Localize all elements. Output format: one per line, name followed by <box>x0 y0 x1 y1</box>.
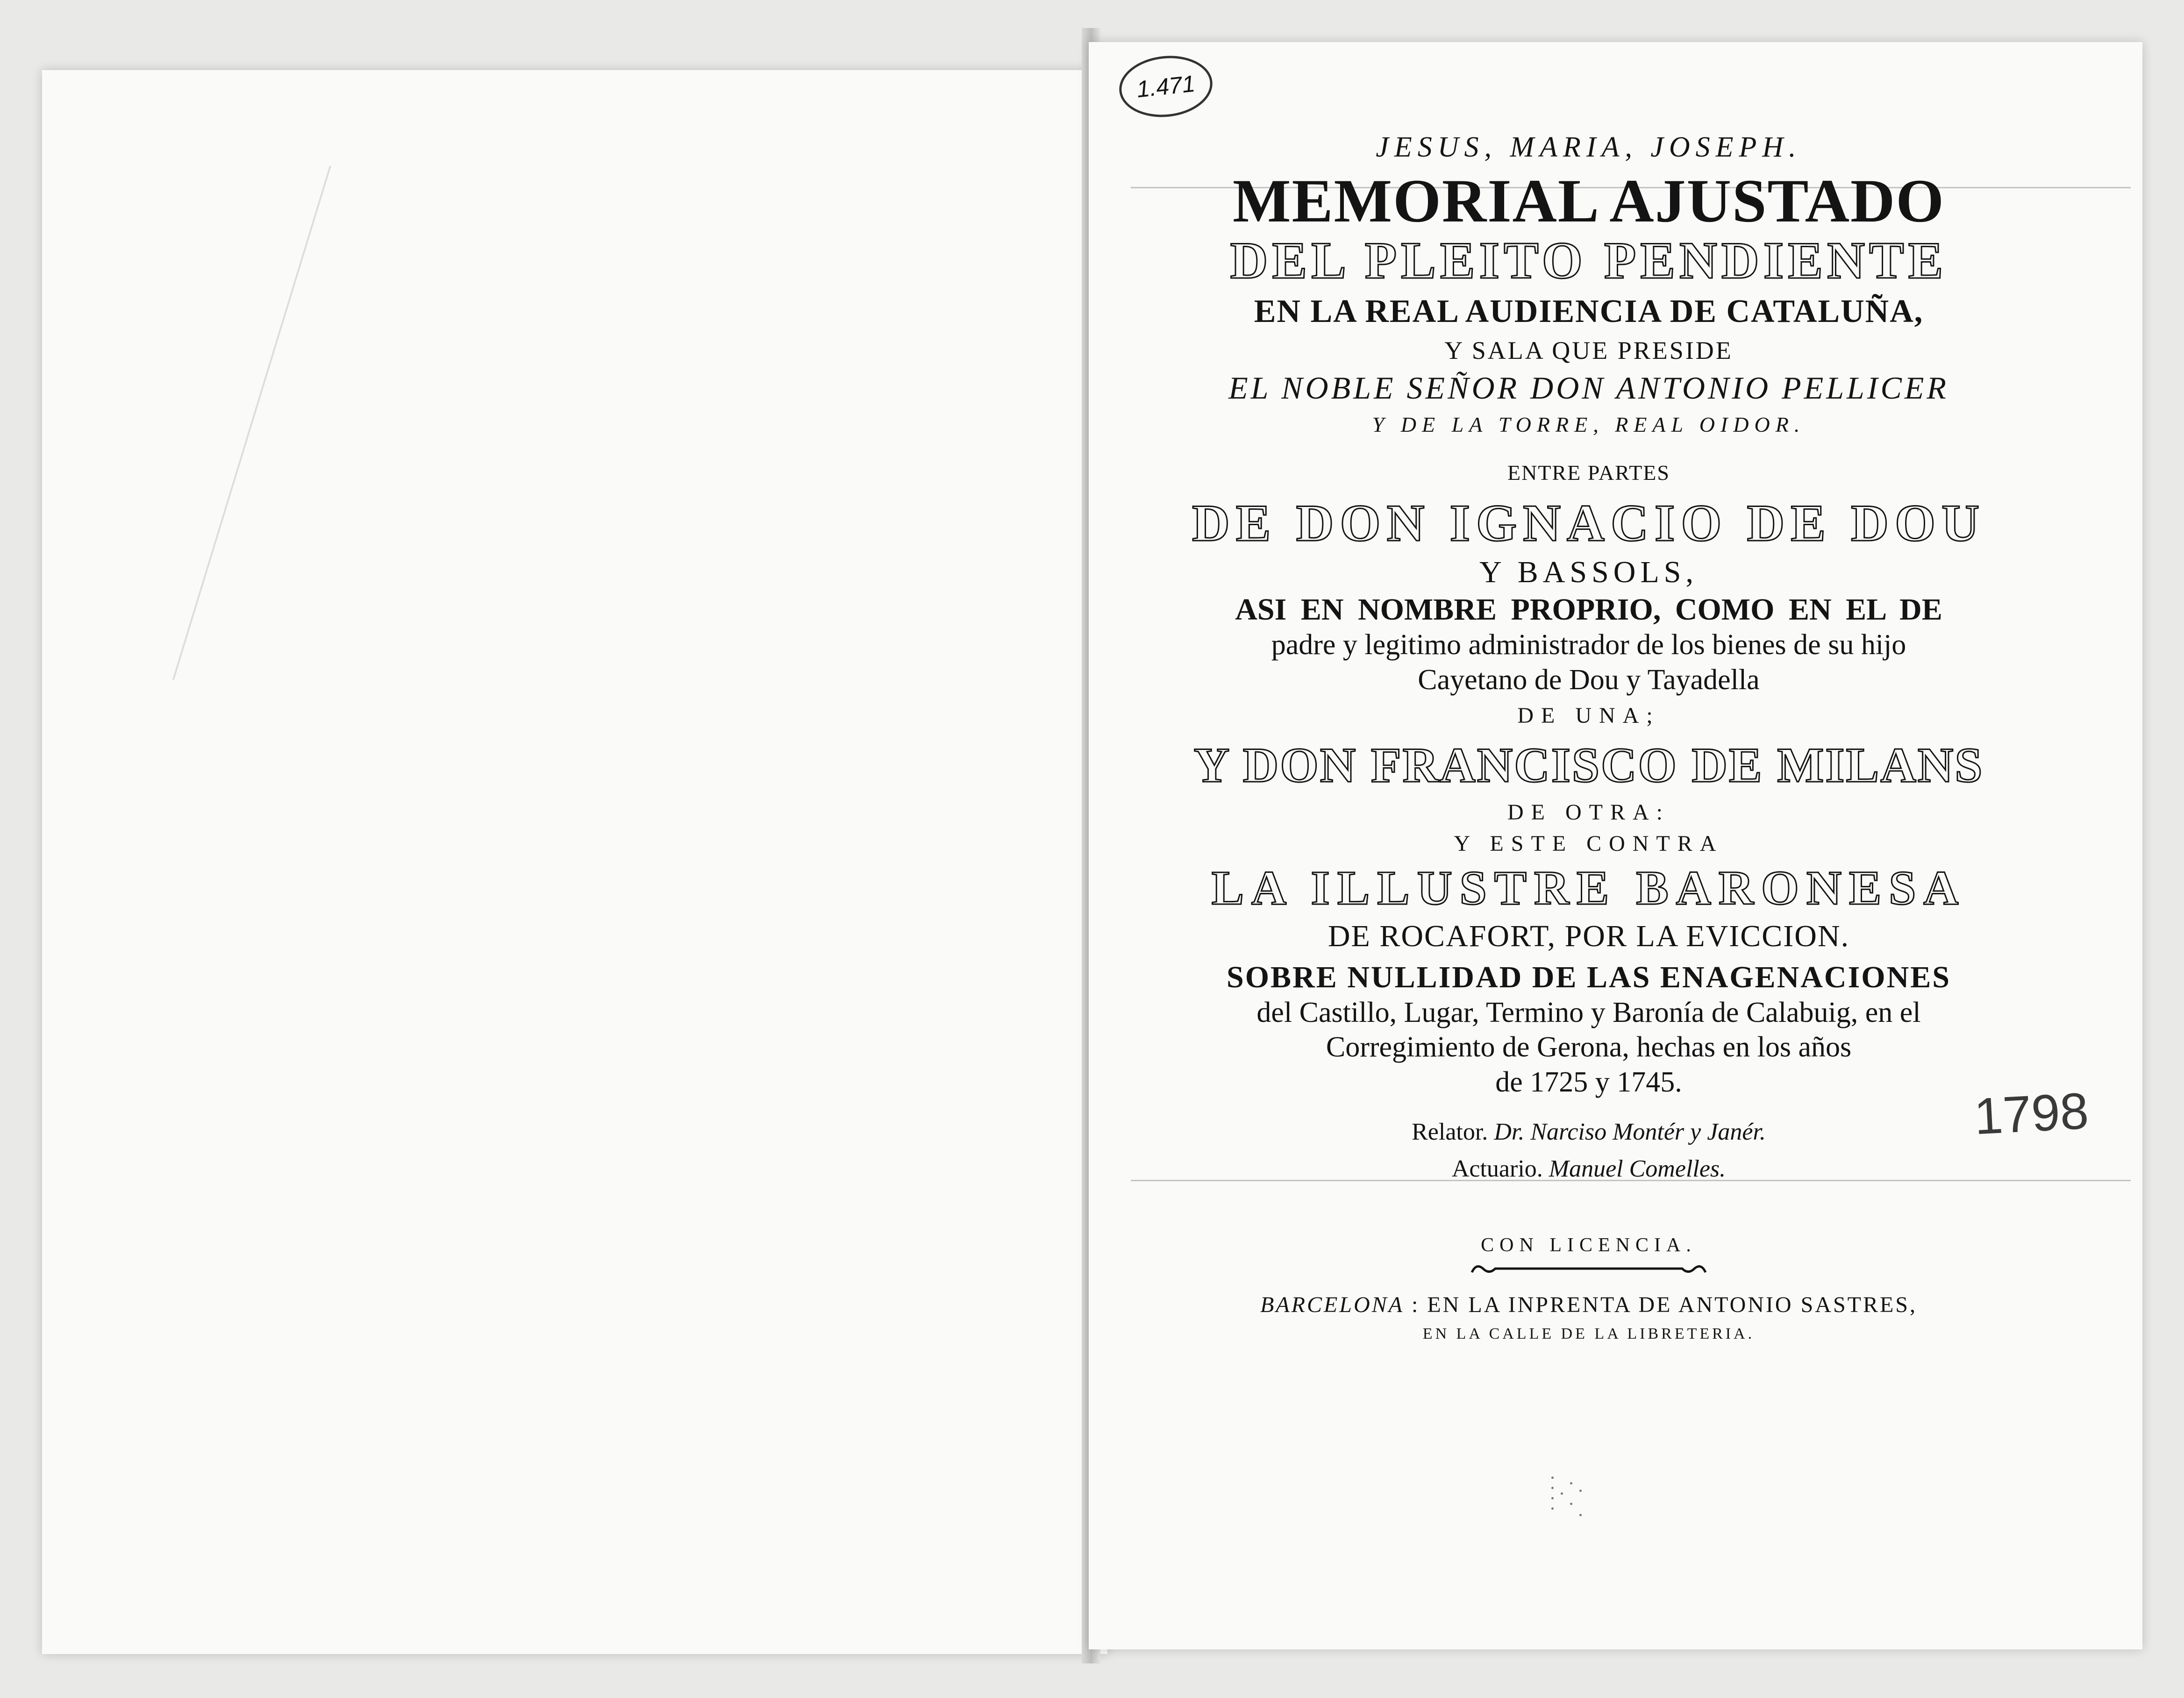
title-page-text <box>1187 131 1991 1343</box>
actuario-label: Actuario. <box>1451 1156 1543 1183</box>
ornament-rule-icon <box>1467 1258 1710 1280</box>
actuario-name: Manuel Comelles. <box>1549 1156 1726 1183</box>
de-una-line: DE UNA; <box>1517 703 1660 728</box>
ink-specks <box>1551 1477 1589 1523</box>
sala-line: Y SALA QUE PRESIDE <box>1444 336 1733 365</box>
imprint-printer: : EN LA INPRENTA DE ANTONIO SASTRES, <box>1412 1292 1917 1318</box>
party-1-name: DE DON IGNACIO DE DOU <box>1192 494 1985 553</box>
entre-partes-line: ENTRE PARTES <box>1507 461 1670 485</box>
court-line: EN LA REAL AUDIENCIA DE CATALUÑA, <box>1254 293 1924 330</box>
relator-line <box>1187 1118 1991 1146</box>
actuario-line <box>1187 1155 1991 1183</box>
de-otra-line: DE OTRA: <box>1507 799 1670 825</box>
imprint-city: BARCELONA <box>1260 1292 1404 1318</box>
relator-name: Dr. Narciso Montér y Janér. <box>1494 1119 1766 1146</box>
title-line-1: MEMORIAL AJUSTADO <box>1232 166 1945 235</box>
years-line: de 1725 y 1745. <box>1495 1066 1682 1098</box>
imprint-line <box>1187 1292 1991 1318</box>
imprint-street: EN LA CALLE DE LA LIBRETERIA. <box>1422 1325 1755 1343</box>
castillo-line: del Castillo, Lugar, Termino y Baronía de Calabuig, en el <box>1256 996 1921 1028</box>
rocafort-line: DE ROCAFORT, POR LA EVICCION. <box>1328 919 1850 953</box>
catalog-stamp: 1.471 <box>1116 51 1215 121</box>
capacity-line: ASI EN NOMBRE PROPRIO, COMO EN EL DE <box>1235 592 1942 627</box>
corregimiento-line: Corregimiento de Gerona, hechas en los años <box>1326 1031 1852 1063</box>
handwritten-year-note: 1798 <box>1972 1082 2090 1146</box>
page-fold-mark <box>0 166 331 680</box>
invocation: JESUS, MARIA, JOSEPH. <box>1376 131 1802 163</box>
presider-line-1: EL NOBLE SEÑOR DON ANTONIO PELLICER <box>1228 370 1949 406</box>
title-line-2: DEL PLEITO PENDIENTE <box>1230 231 1948 290</box>
party-3-name: LA ILLUSTRE BARONESA <box>1211 861 1966 915</box>
presider-line-2: Y DE LA TORRE, REAL OIDOR. <box>1372 413 1806 437</box>
subject-line: SOBRE NULLIDAD DE LAS ENAGENACIONES <box>1227 960 1951 994</box>
left-blank-page <box>42 70 1107 1654</box>
licencia-line: CON LICENCIA. <box>1481 1234 1697 1256</box>
party-2-name: Y DON FRANCISCO DE MILANS <box>1193 737 1984 792</box>
y-este-contra-line: Y ESTE CONTRA <box>1454 831 1724 856</box>
cayetano-line: Cayetano de Dou y Tayadella <box>1418 664 1760 696</box>
padre-line: padre y legitimo administrador de los bienes de su hijo <box>1271 629 1906 661</box>
relator-label: Relator. <box>1412 1119 1488 1146</box>
party-1-surname: Y BASSOLS, <box>1479 555 1698 590</box>
